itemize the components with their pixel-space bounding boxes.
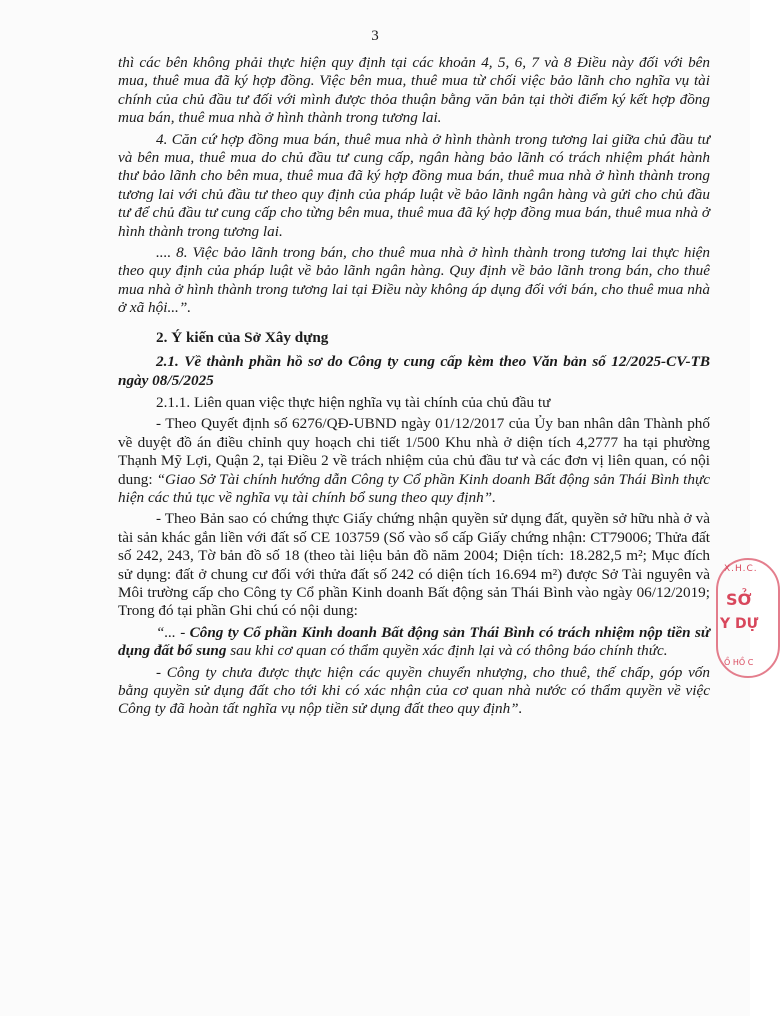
note-prefix: “... - [156,623,190,641]
paragraph-quote-2: 4. Căn cứ hợp đồng mua bán, thuê mua nhà ở hình thành trong tương lai giữa chủ đầu tư và bên mua, thuê mua do chủ đầu tư cung cấp, ngân hàng bảo lãnh có trách nhiệm phát hành thư bảo lãnh cho bên mua, thuê mua đã ký hợp đồng mua bán, thuê mua nhà ở hình thành trong tương lai với chủ đầu tư theo quy định của pháp luật về bảo lãnh ngân hàng và gửi cho chủ đầu tư để chủ đầu tư cung cấp cho từng bên mua, thuê mua đã ký hợp đồng mua bán, thuê mua nhà ở hình thành trong tương lai. [118,130,710,240]
stamp-bottom-text: Ồ HỒ C [724,658,754,667]
section-heading-2: 2. Ý kiến của Sở Xây dựng [156,328,329,346]
paragraph-quote-3: .... 8. Việc bảo lãnh trong bán, cho thuê mua nhà ở hình thành trong tương lai thực hiện theo quy định của pháp luật về bảo lãnh ngân hàng. Quy định về bảo lãnh trong bán, cho thuê mua nhà ở hình thành trong tương lai tại Điều này không áp dụng đối với bán, cho thuê mua nhà ở xã hội...”. [118,244,710,317]
paragraph-note-2: - Công ty chưa được thực hiện các quyền chuyển nhượng, cho thuê, thế chấp, góp vốn bằng quyền sử dụng đất cho tới khi có xác nhận của cơ quan nhà nước có thẩm quyền về việc Công ty đã hoàn tất nghĩa vụ nộp tiền sử dụng đất theo quy định”. [118,663,710,718]
stamp-line-1: SỞ [726,590,752,609]
subsection-heading-2-1: 2.1. Về thành phần hồ sơ do Công ty cung cấp kèm theo Văn bản số 12/2025-CV-TB ngày 08/5/2025 [118,353,710,389]
subsection-heading-2-1-1: 2.1.1. Liên quan việc thực hiện nghĩa vụ tài chính của chủ đầu tư [156,393,551,411]
page-number: 3 [371,28,379,44]
paragraph-decision-text: - Theo Quyết định số 6276/QĐ-UBND ngày 01/12/2017 của Ủy ban nhân dân Thành phố về duyệt đồ án điều chỉnh quy hoạch chi tiết 1/500 Khu nhà ở diện tích 4,2777 ha tại phường Thạnh Mỹ Lợi, Quận 2, tại Điều 2 về trách nhiệm của chủ đầu tư và các đơn vị liên quan, có nội dung: [118,415,710,488]
paragraph-quote-1: thì các bên không phải thực hiện quy định tại các khoản 4, 5, 6, 7 và 8 Điều này đối với bên mua, thuê mua đã ký hợp đồng. Việc bên mua, thuê mua từ chối việc bảo lãnh cho nghĩa vụ tài chính của chủ đầu tư đối với mình được thỏa thuận bằng văn bản tại thời điểm ký kết hợp đồng mua bán, thuê mua nhà ở hình thành trong tương lai. [118,54,710,127]
note-bold: Công ty Cổ phần Kinh doanh Bất động sản Thái Bình có trách nhiệm nộp tiền sử dụng đất bổ sung [118,623,710,660]
red-seal-stamp [720,558,780,678]
paragraph-decision-quote: “Giao Sở Tài chính hướng dẫn Công ty Cổ phần Kinh doanh Bất động sản Thái Bình thực hiện các thủ tục về nghĩa vụ tài chính bổ sung theo quy định”. [118,470,710,506]
paragraph-certificate: - Theo Bản sao có chứng thực Giấy chứng nhận quyền sử dụng đất, quyền sở hữu nhà ở và tài sản khác gắn liền với đất số CE 103759 (Số vào sổ cấp Giấy chứng nhận: CT79006; Thửa đất số 242, 243, Tờ bản đồ số 18 (theo tài liệu bản đồ năm 2004; Diện tích: 18.282,5 m²; Mục đích sử dụng: đất ở chung cư đối với thửa đất số 242 có diện tích 16.694 m²) được Sở Tài nguyên và Môi trường cấp cho Công ty Cổ phần Kinh doanh Bất động sản Thái Bình vào ngày 06/12/2019; Trong đó tại phần Ghi chú có nội dung: [118,510,710,620]
paragraph-note-1 [118,624,710,661]
note-rest: sau khi cơ quan có thẩm quyền xác định lại và có thông báo chính thức. [226,642,668,660]
stamp-top-text: X.H.C. [724,564,758,574]
stamp-line-2: Y DỰ [720,616,759,632]
paragraph-decision [118,415,710,507]
document-body [118,54,710,722]
